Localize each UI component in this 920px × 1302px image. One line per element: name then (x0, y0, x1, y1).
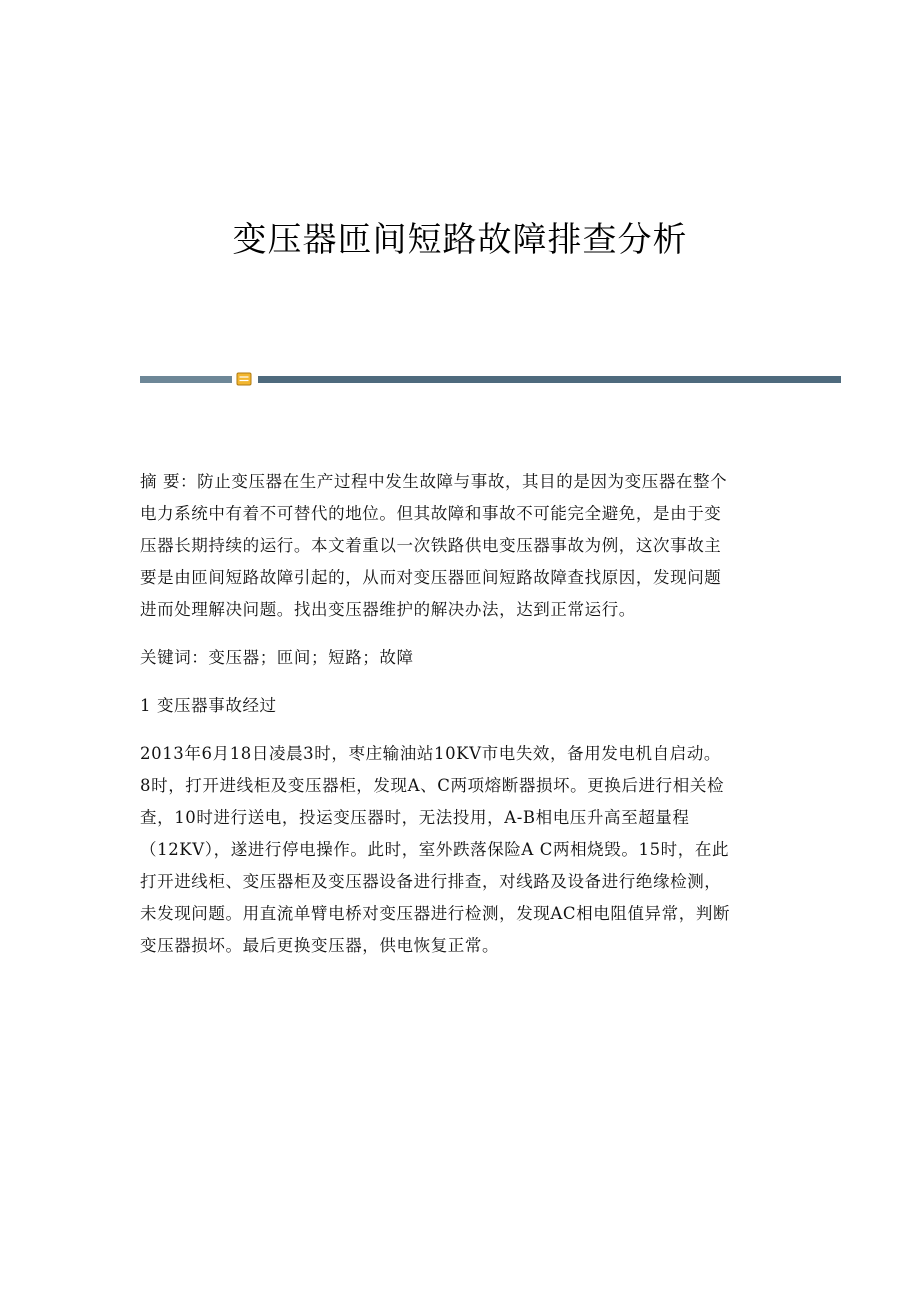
section-heading (140, 690, 785, 722)
divider-bar-left (140, 376, 232, 383)
text-line: 2013年6月18日凌晨3时，枣庄输油站10KV市电失效，备用发电机自启动。 (140, 744, 722, 763)
emblem-body (237, 373, 251, 385)
text-line: （12KV），遂进行停电操作。此时，室外跌落保险A C两相烧毁。15时，在此 (140, 840, 730, 859)
text-line: 压器长期持续的运行。本文着重以一次铁路供电变压器事故为例，这次事故主 (140, 536, 722, 555)
text-line: 查，10时进行送电，投运变压器时，无法投用，A-B相电压升高至超量程 (140, 808, 690, 827)
text-line: 变压器损坏。最后更换变压器，供电恢复正常。 (140, 936, 500, 955)
document-body (140, 466, 785, 962)
text-line: 进而处理解决问题。找出变压器维护的解决办法，达到正常运行。 (140, 600, 636, 619)
title-divider (140, 372, 841, 386)
divider-emblem-icon (236, 372, 252, 386)
divider-bar-right (258, 376, 841, 383)
text-line: 打开进线柜、变压器柜及变压器设备进行排查，对线路及设备进行绝缘检测， (140, 872, 722, 891)
text-line: 摘 要：防止变压器在生产过程中发生故障与事故，其目的是因为变压器在整个 (140, 472, 728, 491)
abstract-paragraph (140, 466, 785, 626)
keywords-paragraph (140, 642, 785, 674)
text-line: 8时，打开进线柜及变压器柜，发现A、C两项熔断器损坏。更换后进行相关检 (140, 776, 725, 795)
text-line: 要是由匝间短路故障引起的，从而对变压器匝间短路故障查找原因，发现问题 (140, 568, 722, 587)
section-body-paragraph (140, 738, 785, 962)
document-title: 变压器匝间短路故障排查分析 (232, 220, 688, 260)
text-line: 关键词：变压器；匝间；短路；故障 (140, 648, 414, 667)
text-line: 未发现问题。用直流单臂电桥对变压器进行检测，发现AC相电阻值异常，判断 (140, 904, 731, 923)
text-line: 电力系统中有着不可替代的地位。但其故障和事故不可能完全避免，是由于变 (140, 504, 722, 523)
text-line: 1 变压器事故经过 (140, 696, 277, 715)
